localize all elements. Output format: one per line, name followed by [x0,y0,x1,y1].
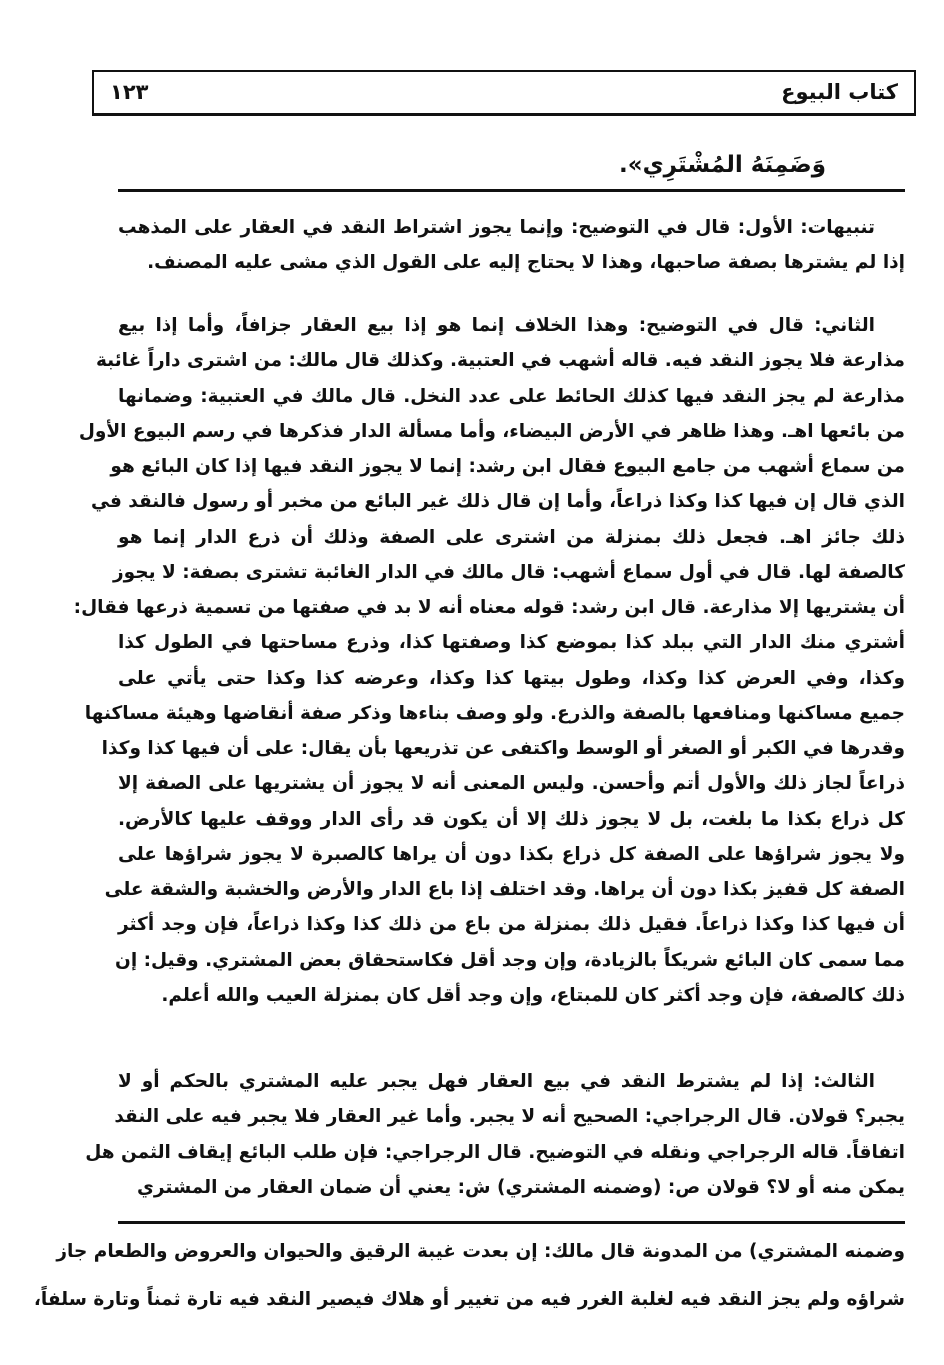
text-line: ذلك كالصفة، فإن وجد أكثر كان للمبتاع، وإن وجد أقل كان بمنزلة العيب والله أعلم. [161,984,905,1006]
text-line: تنبيهات: الأول: قال في التوضيح: وإنما يجوز اشتراط النقد في العقار على المذهب [118,217,875,238]
text-line: من سماع أشهب من جامع البيوع فقال ابن رشد: إنما لا يجوز النقد فيها إذا كان البائع هو [110,456,905,477]
text-line: الثالث: إذا لم يشترط النقد في بيع العقار فهل يجبر عليه المشتري بالحكم أو لا [118,1071,875,1092]
text-line: جميع مساكنها ومنافعها بالصفة والذرع. ولو وصف بناءها وذكر صفة أنقاضها وهيئة مساكنها [84,702,905,724]
text-line: أن يشتريها إلا مذارعة. قال ابن رشد: قوله معناه أنه لا بد في صفتها من تسمية ذرعها فقال: [73,597,905,618]
text-line: يجبر؟ قولان. قال الرجراجي: الصحيح أنه لا يجبر. وأما غير العقار فلا يجبر فيه على النقد [114,1106,905,1128]
footnote-line: شراؤه ولم يجز النقد فيه لغلبة الغرر فيه من تغيير أو هلاك فيصير النقد فيه تارة ثمناً وتارة سلفاً، [33,1289,905,1310]
text-line: مما سمى كان البائع شريكاً بالزيادة، وإن وجد أقل فكاستحقاق بعض المشتري. وقيل: إن [115,949,905,971]
text-line: ولا يجوز شراؤها على الصفة كل ذراع بكذا دون أن يراها كالصبرة لا يجوز شراؤها على [118,843,905,865]
text-line: ذلك جائز اهـ. فجعل ذلك بمنزلة من اشترى على الصفة وذلك أن ذرع الدار إنما هو [118,526,905,548]
top-divider [118,189,905,192]
text-line: وقدرها في الكبر أو الصغر أو الوسط واكتفى عن تذريعها بأن يقال: على أن فيها كذا وكذا [101,738,905,759]
text-line: أن فيها كذا وكذا ذراعاً. فقيل ذلك بمنزلة من باع من ذلك كذا وكذا ذراعاً، فإن وجد أكثر [118,914,905,936]
page-number: ١٢٣ [110,80,149,104]
text-line: أشتري منك الدار التي ببلد كذا بموضع كذا وصفتها كذا، وذرع مساحتها في الطول كذا [118,632,905,654]
text-line: الصفة كل قفيز بكذا دون أن يراها. وقد اختلف إذا باع الدار والأرض والخشبة والشقة على [104,879,905,900]
lead-text: وَضَمِنَهُ المُشْتَرِي». [619,152,826,178]
footnote-line: وضمنه المشتري) من المدونة قال مالك: إن بعدت غيبة الرقيق والحيوان والعروض والطعام جاز [56,1241,905,1262]
text-line: كالصفة لها. قال في أول سماع أشهب: قال مالك في الدار الغائبة تشترى بصفة: لا يجوز [113,561,905,583]
text-line: من بائعها اهـ. وهذا ظاهر في الأرض البيضاء، وأما مسألة الدار فذكرها في رسم البيوع الأول [78,420,905,442]
footnote-divider [118,1221,905,1224]
running-header [92,70,916,116]
text-line: يمكن منه أو لا؟ قولان ص: (وضمنه المشتري) ش: يعني أن ضمان العقار من المشتري [136,1176,905,1198]
chapter-title: كتاب البيوع [781,80,898,104]
text-line: وكذا، وفي العرض كذا وكذا، وطول بيتها كذا وكذا، وعرضه كذا وكذا حتى يأتي على [118,667,905,689]
text-line: كل ذراع بكذا ما بلغت، بل لا يجوز ذلك إلا أن يكون قد رأى الدار ووقف عليها كالأرض. [118,808,905,830]
text-line: ذراعاً لجاز ذلك والأول أتم وأحسن. وليس المعنى أنه لا يجوز أن يشتريها على الصفة إلا [118,773,905,795]
text-line: مذارعة لم يجز النقد فيها كذلك الحائط على عدد النخل. قال مالك في العتبية: وضمانها [118,385,905,407]
text-line: مذارعة فلا يجوز النقد فيه. قاله أشهب في العتبية. وكذلك قال مالك: من اشترى داراً غائبة [95,350,905,372]
text-line: الثاني: قال في التوضيح: وهذا الخلاف إنما هو إذا بيع العقار جزافاً، وأما إذا بيع [118,315,875,336]
text-line: إذا لم يشترها بصفة صاحبها، وهذا لا يحتاج إليه على القول الذي مشى عليه المصنف. [147,252,905,274]
text-line: الذي قال إن فيها كذا وكذا ذراعاً، وأما إن قال ذلك غير البائع من مخبر أو رسول فالنقد في [91,491,905,513]
text-line: اتفاقاً. قاله الرجراجي ونقله في التوضيح. قال الرجراجي: فإن طلب البائع إيقاف الثمن هل [85,1141,905,1163]
